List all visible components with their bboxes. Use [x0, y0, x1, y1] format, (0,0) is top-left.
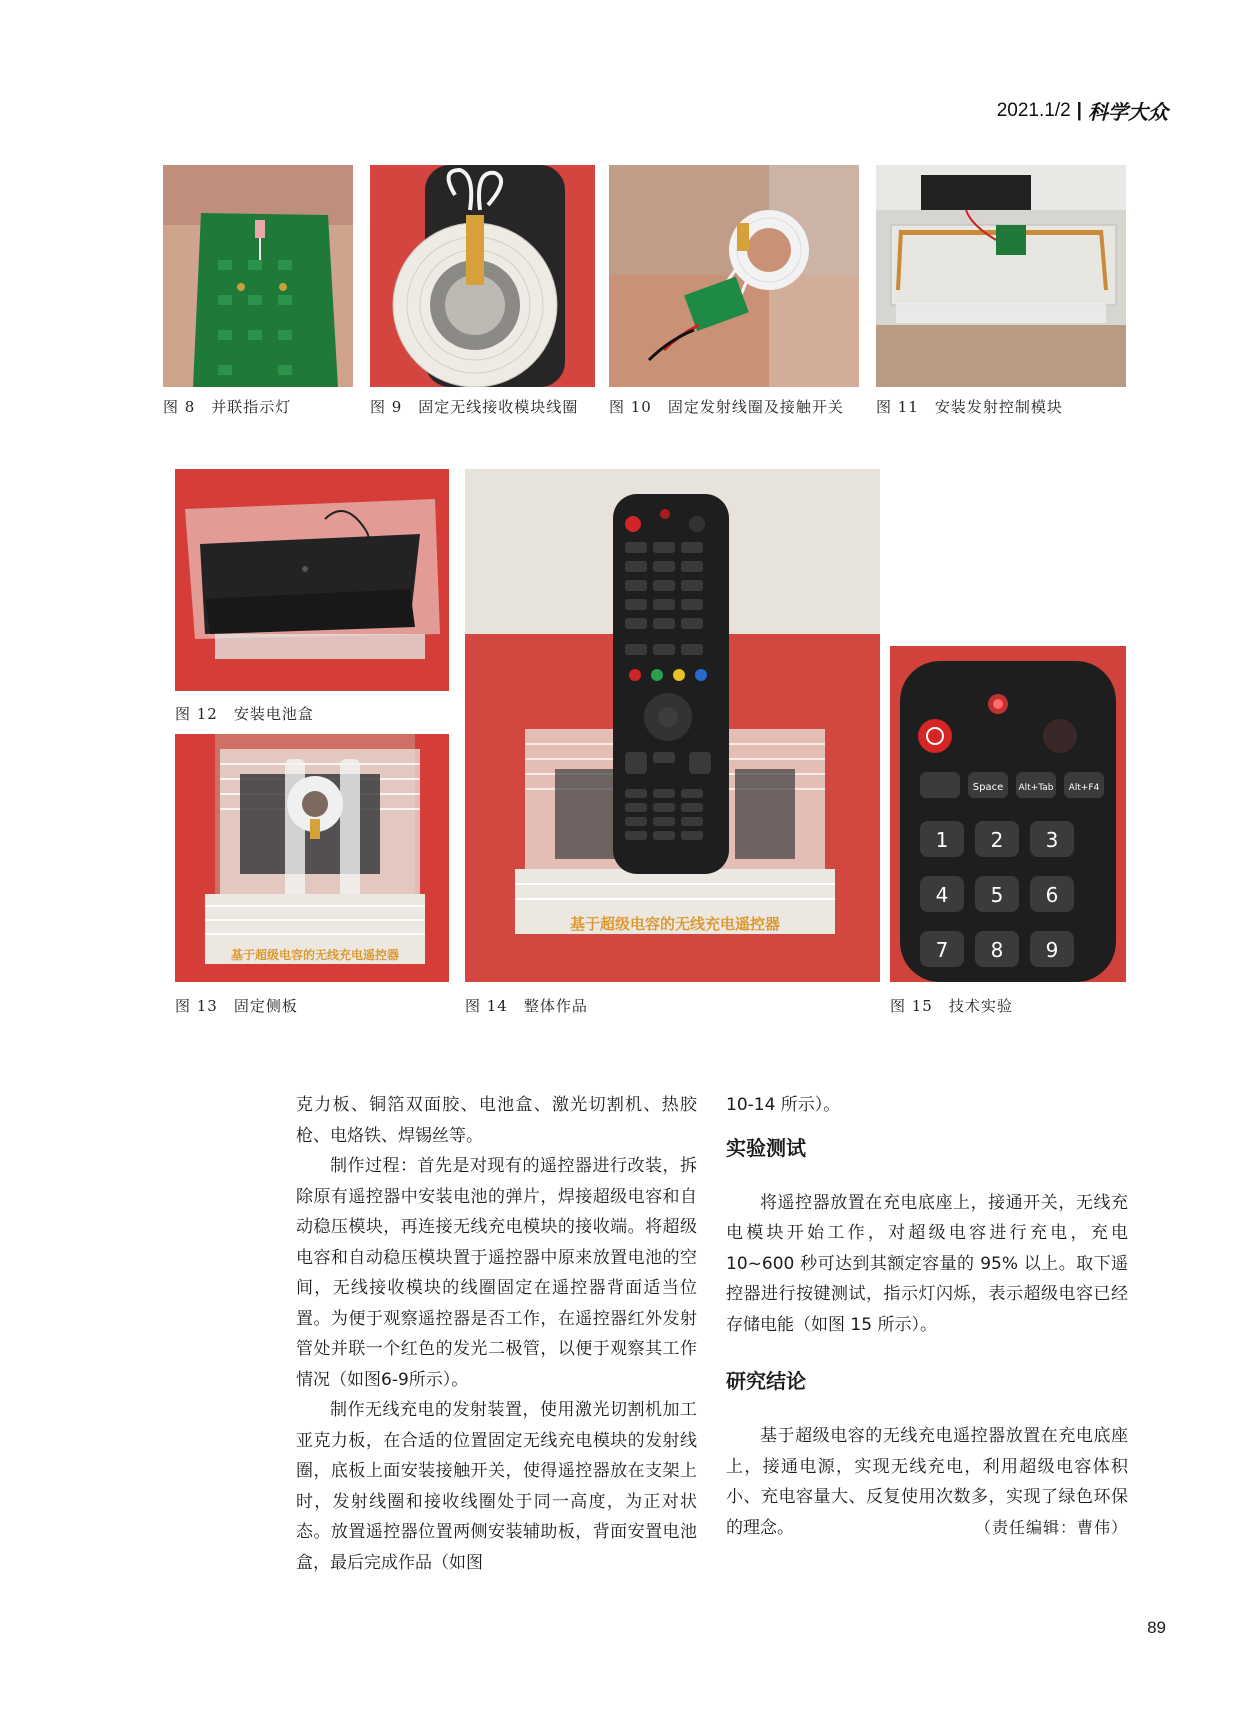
figure-11-photo — [876, 165, 1126, 387]
figure-13-photo — [175, 734, 449, 982]
editor-credit: （责任编辑：曹伟） — [974, 1517, 1128, 1537]
magazine-logo: 科学大众 — [1088, 100, 1168, 124]
figure-12-caption: 图 12 安装电池盒 — [175, 705, 314, 723]
conclusion-text: 基于超级电容的无线充电遥控器放置在充电底座上，接通电源，实现无线充电，利用超级电容体积小、充电容量大、反复使用次数多，实现了绿色环保的理念。 — [726, 1426, 1128, 1538]
figure-15-key-2: 2 — [990, 828, 1004, 852]
figure-8-photo — [163, 165, 353, 387]
figure-10-caption: 图 10 固定发射线圈及接触开关 — [609, 398, 844, 416]
figure-14-caption: 图 14 整体作品 — [465, 997, 588, 1015]
figure-13-banner-text: 基于超级电容的无线充电遥控器 — [230, 948, 400, 962]
figure-9-photo — [370, 165, 595, 387]
figure-15-key-4: 4 — [935, 883, 949, 907]
figure-15-photo — [890, 646, 1126, 982]
figure-15-key-space: Space — [972, 782, 1004, 793]
figure-15-key-7: 7 — [935, 938, 949, 962]
left-text-column — [296, 1090, 697, 1578]
figure-12-photo — [175, 469, 449, 691]
figure-15-caption: 图 15 技术实验 — [890, 997, 1013, 1015]
paragraph-transmitter: 制作无线充电的发射装置，使用激光切割机加工亚克力板，在合适的位置固定无线充电模块的发射线圈，底板上面安装接触开关，使得遥控器放在支架上时，发射线圈和接收线圈处于同一高度，为正对状态。放置遥控器位置两侧安装辅助板，背面安置电池盒，最后完成作品（如图 — [296, 1400, 697, 1573]
figure-15-key-alt-f4: Alt+F4 — [1068, 783, 1100, 793]
figure-14-photo — [465, 469, 880, 982]
figure-11-caption: 图 11 安装发射控制模块 — [876, 398, 1063, 416]
figure-10-photo — [609, 165, 859, 387]
figure-15-key-8: 8 — [990, 938, 1004, 962]
figure-15-key-6: 6 — [1045, 883, 1059, 907]
figure-13-caption: 图 13 固定侧板 — [175, 997, 298, 1015]
header-separator: | — [1076, 99, 1082, 121]
figure-15-key-9: 9 — [1045, 938, 1059, 962]
paragraph-process: 制作过程：首先是对现有的遥控器进行改装，拆除原有遥控器中安装电池的弹片，焊接超级电容和自动稳压模块，再连接无线充电模块的接收端。将超级电容和自动稳压模块置于遥控器中原来放置电池的空间，无线接收模块的线圈固定在遥控器背面适当位置。为便于观察遥控器是否工作，在遥控器红外发射管处并联一个红色的发光二极管，以便于观察其工作情况（如图6-9所示）。 — [296, 1156, 697, 1390]
right-text-column — [726, 1090, 1128, 1543]
figure-9-caption: 图 9 固定无线接收模块线圈 — [370, 398, 579, 416]
figure-15-key-5: 5 — [990, 883, 1004, 907]
paragraph-conclusion — [726, 1421, 1128, 1543]
figure-8-caption: 图 8 并联指示灯 — [163, 398, 292, 416]
figure-14-banner-text: 基于超级电容的无线充电遥控器 — [569, 915, 781, 933]
paragraph-experiment: 将遥控器放置在充电底座上，接通开关，无线充电模块开始工作，对超级电容进行充电，充电 10~600 秒可达到其额定容量的 95% 以上。取下遥控器进行按键测试，指示灯闪烁，表示超级电容已经存储电能（如图 15 所示）。 — [726, 1192, 1128, 1335]
figure-15-key-1: 1 — [935, 828, 949, 852]
issue-date: 2021.1/2 — [996, 99, 1071, 121]
figure-15-key-alt-tab: Alt+Tab — [1018, 783, 1054, 793]
page-number: 89 — [1147, 1618, 1166, 1637]
running-header — [997, 96, 1168, 125]
section-heading-experiment: 实验测试 — [726, 1135, 806, 1160]
section-heading-conclusion: 研究结论 — [726, 1369, 806, 1393]
paragraph-materials: 克力板、铜箔双面胶、电池盒、激光切割机、热胶枪、电烙铁、焊锡丝等。 — [296, 1095, 697, 1146]
paragraph-continued: 10-14 所示）。 — [726, 1095, 841, 1115]
figure-15-key-3: 3 — [1045, 828, 1059, 852]
